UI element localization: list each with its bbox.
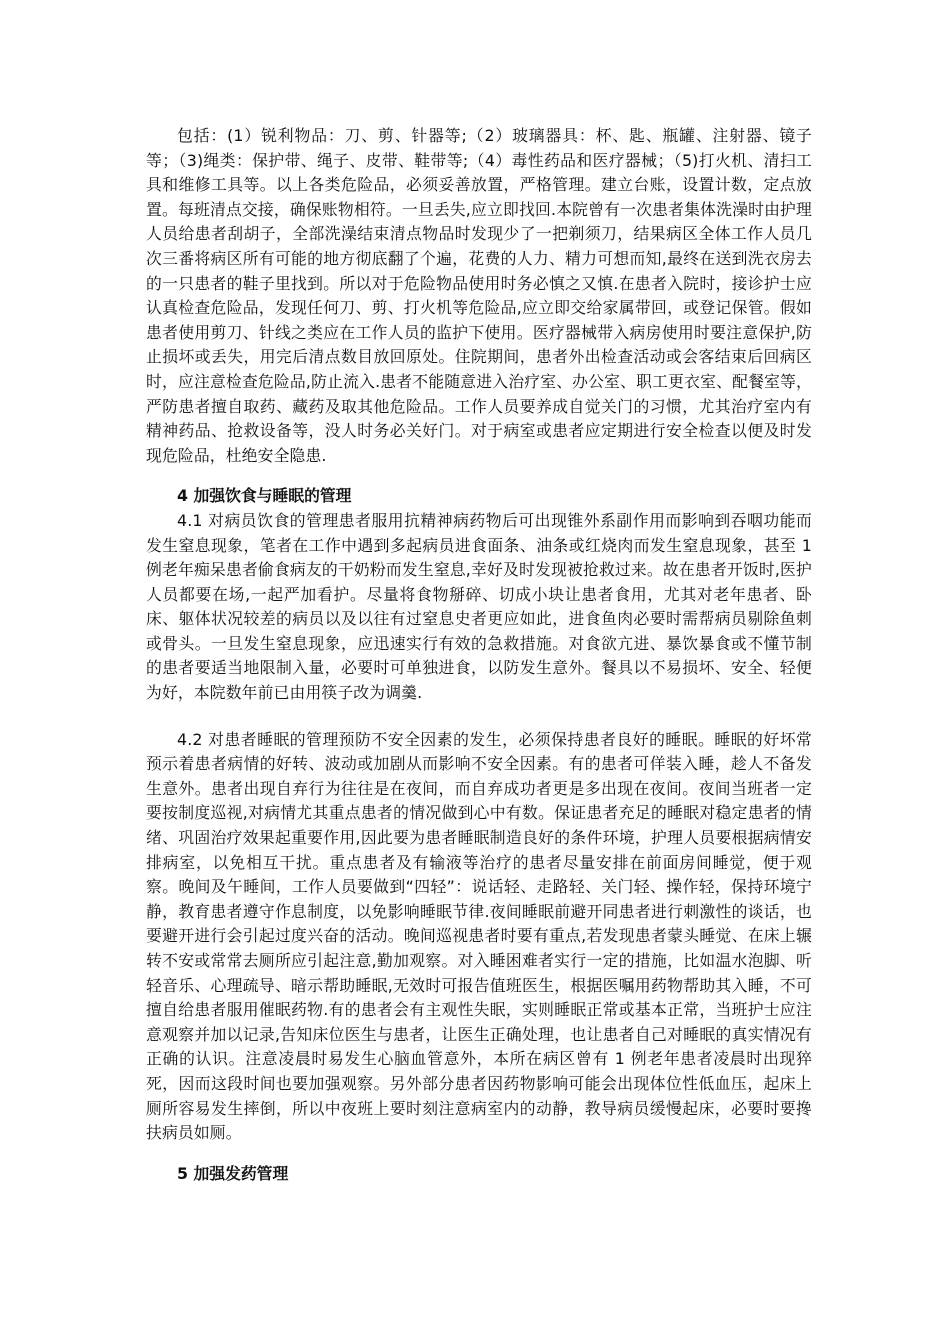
section-5-heading: 5 加强发药管理 [177,1163,289,1183]
section-4-heading: 4 加强饮食与睡眠的管理 [177,486,352,506]
intro-paragraph: 包括：(1）锐利物品：刀、剪、针器等;（2）玻璃器具：杯、匙、瓶罐、注射器、镜子等；（3)绳类：保护带、绳子、皮带、鞋带等;（4）毒性药品和医疗器械；（5)打火机、清扫工具和维修工具等。以上各类危险品，必须妥善放置，严格管理。建立台账，设置计数，定点放置。每班清点交接，确保账物相符。一旦丢失,应立即找回.本院曾有一次患者集体洗澡时由护理人员给患者刮胡子，全部洗澡结束清点物品时发现少了一把剃须刀，结果病区全体工作人员几次三番将病区所有可能的地方彻底翻了个遍，花费的人力、精力可想而知,最终在送到洗衣房去的一只患者的鞋子里找到。所以对于危险物品使用时务必慎之又慎.在患者入院时，接诊护士应认真检查危险品，发现任何刀、剪、打火机等危险品,应立即交给家属带回，或登记保管。假如患者使用剪刀、针线之类应在工作人员的监护下使用。医疗器械带入病房使用时要注意保护,防止损坏或丢失，用完后清点数目放回原处。住院期间，患者外出检查活动或会客结束后回病区时，应注意检查危险品,防止流入.患者不能随意进入治疗室、办公室、职工更衣室、配餐室等，严防患者擅自取药、藏药及取其他危险品。工作人员要养成自觉关门的习惯，尤其治疗室内有精神药品、抢救设备等，没人时务必关好门。对于病室或患者应定期进行安全检查以便及时发现危险品，杜绝安全隐患. [146,126,812,465]
section-4-1-paragraph: 4.1 对病员饮食的管理患者服用抗精神病药物后可出现锥外系副作用而影响到吞咽功能而发生窒息现象，笔者在工作中遇到多起病员进食面条、油条或红烧肉而发生窒息现象，甚至 1 例老年痴呆患者偷食病友的干奶粉而发生窒息,幸好及时发现被抢救过来。故在患者开饭时,医护人员都要在场,一起严加看护。尽量将食物掰碎、切成小块让患者食用，尤其对老年患者、卧床、躯体状况较差的病员以及以往有过窒息史者更应如此，进食鱼肉必要时需帮病员剔除鱼刺或骨头。一旦发生窒息现象，应迅速实行有效的急救措施。对食欲亢进、暴饮暴食或不懂节制的患者要适当地限制入量，必要时可单独进食，以防发生意外。餐具以不易损坏、安全、轻便为好，本院数年前已由用筷子改为调羹. [146,510,812,703]
document-page [146,124,812,1186]
section-4-2-paragraph: 4.2 对患者睡眠的管理预防不安全因素的发生，必须保持患者良好的睡眠。睡眠的好坏常预示着患者病情的好转、波动或加剧从而影响不安全因素。有的患者可佯装入睡，趁人不备发生意外。患者出现自弃行为往往是在夜间，而自弃成功者更是多出现在夜间。夜间当班者一定要按制度巡视,对病情尤其重点患者的情况做到心中有数。保证患者充足的睡眠对稳定患者的情绪、巩固治疗效果起重要作用,因此要为患者睡眠制造良好的条件环境，护理人员要根据病情安排病室，以免相互干扰。重点患者及有输液等治疗的患者尽量安排在前面房间睡觉，便于观察。晚间及午睡间，工作人员要做到“四轻”：说话轻、走路轻、关门轻、操作轻，保持环境宁静，教育患者遵守作息制度，以免影响睡眠节律.夜间睡眠前避开同患者进行刺激性的谈话，也要避开进行会引起过度兴奋的活动。晚间巡视患者时要有重点,若发现患者蒙头睡觉、在床上辗转不安或常常去厕所应引起注意,勤加观察。对入睡困难者实行一定的措施，比如温水泡脚、听轻音乐、心理疏导、暗示帮助睡眠,无效时可报告值班医生，根据医嘱用药物帮助其入睡，不可擅自给患者服用催眠药物.有的患者会有主观性失眠，实则睡眠正常或基本正常，当班护士应注意观察并加以记录,告知床位医生与患者，让医生正确处理，也让患者自己对睡眠的真实情况有正确的认识。注意凌晨时易发生心脑血管意外，本所在病区曾有 1 例老年患者凌晨时出现猝死，因而这段时间也要加强观察。另外部分患者因药物影响可能会出现体位性低血压，起床上厕所容易发生摔倒，所以中夜班上要时刻注意病室内的动静，教导病员缓慢起床，必要时要搀扶病员如厕。 [146,729,812,1143]
